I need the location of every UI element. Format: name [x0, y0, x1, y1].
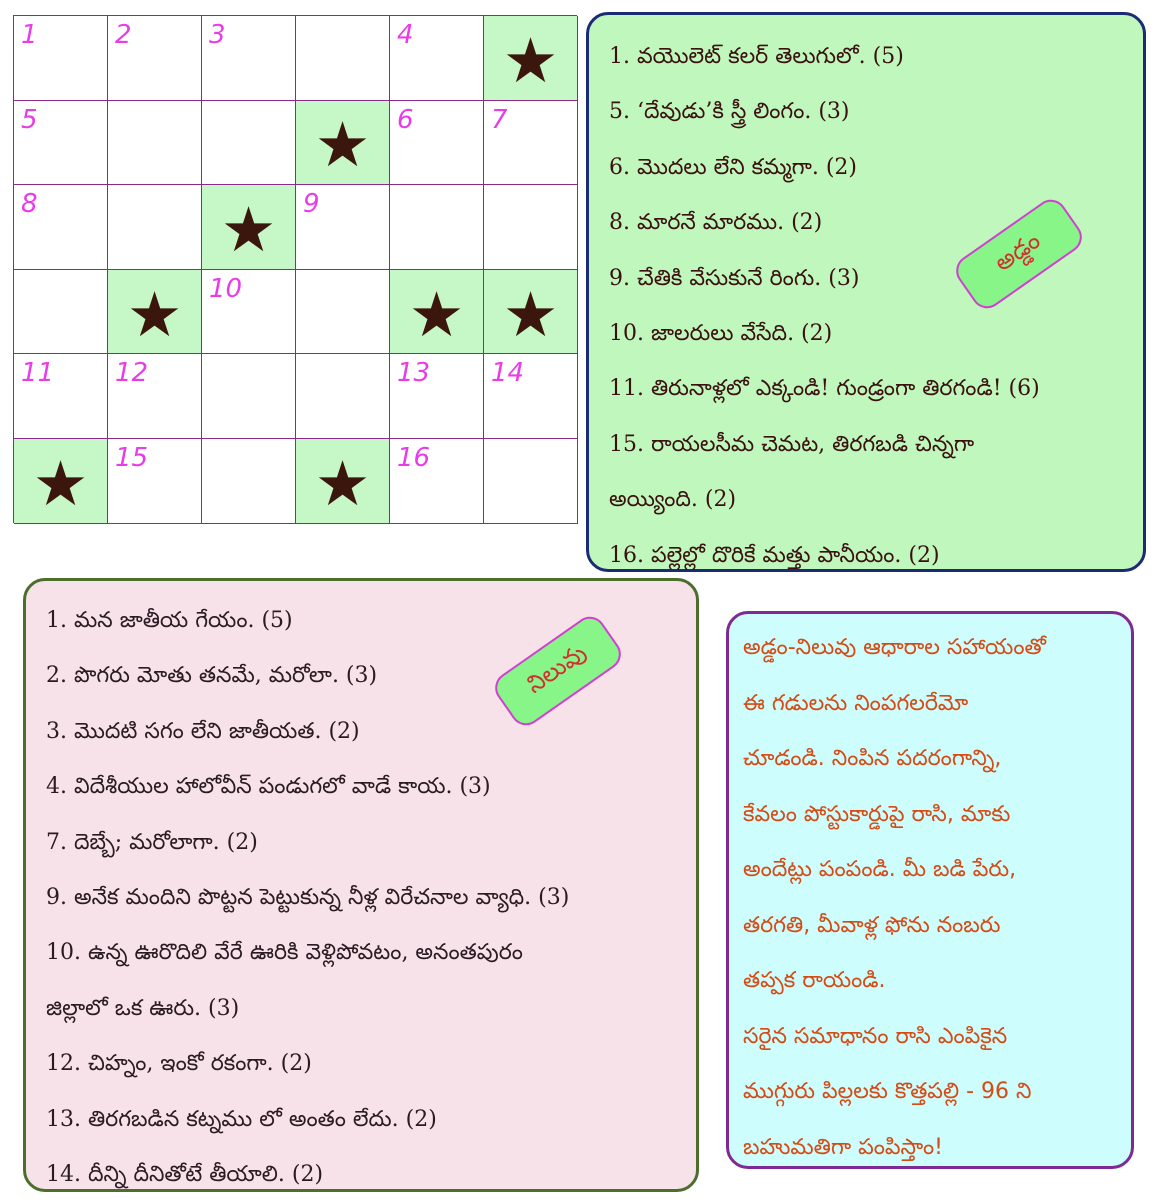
- down-clue: 10. ఉన్న ఊరొదిలి వేరే ఊరికి వెళ్లిపోవటం, అనంతపురం: [46, 940, 523, 966]
- grid-cell-blocked: [202, 185, 296, 270]
- instruction-line: తరగతి, మీవాళ్ల ఫోను నంబరు: [743, 912, 1001, 938]
- cell-number: 15: [115, 442, 149, 473]
- grid-cell-blocked: [484, 16, 578, 101]
- instruction-line: తప్పక రాయండి.: [743, 968, 886, 993]
- cell-number: 1: [21, 20, 38, 50]
- grid-cell[interactable]: [296, 354, 390, 439]
- instruction-line: సరైన సమాధానం రాసి ఎంపికైన: [743, 1023, 1008, 1049]
- cell-number: 2: [115, 20, 132, 50]
- grid-cell[interactable]: [296, 185, 390, 270]
- cell-number: 3: [209, 20, 226, 50]
- cell-number: 6: [397, 104, 414, 135]
- across-clue: 5. ‘దేవుడు’కి స్త్రీ లింగం. (3): [609, 99, 850, 125]
- grid-cell[interactable]: [108, 439, 202, 524]
- grid-cell[interactable]: [14, 354, 108, 439]
- down-clue: జిల్లాలో ఒక ఊరు. (3): [46, 995, 240, 1021]
- star-icon: ★: [408, 277, 465, 351]
- instructions-panel: [726, 611, 1134, 1169]
- cell-number: 12: [115, 358, 149, 389]
- down-clue: 9. అనేక మందిని పొట్టన పెట్టుకున్న నీళ్ల విరేచనాల వ్యాధి. (3): [46, 885, 570, 911]
- grid-cell[interactable]: [108, 16, 202, 101]
- down-clue: 13. తిరగబడిన కట్నము లో అంతం లేదు. (2): [46, 1106, 437, 1132]
- grid-cell-blocked: [108, 270, 202, 355]
- crossword-grid: [13, 15, 577, 523]
- down-tag: నిలువు: [489, 611, 627, 732]
- grid-cell-blocked: [390, 270, 484, 355]
- grid-cell[interactable]: [484, 185, 578, 270]
- cell-number: 7: [491, 104, 508, 135]
- cell-number: 5: [21, 104, 38, 135]
- grid-cell-blocked: [14, 439, 108, 524]
- grid-cell[interactable]: [14, 185, 108, 270]
- cell-number: 13: [397, 358, 431, 389]
- across-clue: 15. రాయలసీమ చెమట, తిరగబడి చిన్నగా: [609, 431, 975, 457]
- star-icon: ★: [126, 277, 183, 351]
- down-clue: 4. విదేశీయుల హాలోవీన్ పండుగలో వాడే కాయ. (3): [46, 774, 491, 800]
- grid-cell[interactable]: [484, 354, 578, 439]
- down-clue: 14. దీన్ని దీనితోటే తీయాలి. (2): [46, 1162, 324, 1188]
- grid-cell[interactable]: [108, 354, 202, 439]
- down-clue: 1. మన జాతీయ గేయం. (5): [46, 608, 293, 633]
- grid-cell[interactable]: [390, 101, 484, 186]
- star-icon: ★: [314, 108, 371, 182]
- cell-number: 14: [491, 358, 525, 389]
- across-clue: 16. పల్లెల్లో దొరికే మత్తు పానీయం. (2): [609, 542, 940, 568]
- grid-cell[interactable]: [108, 101, 202, 186]
- star-icon: ★: [502, 277, 559, 351]
- across-clue: 8. మారనే మారము. (2): [609, 210, 823, 236]
- star-icon: ★: [502, 23, 559, 97]
- grid-cell[interactable]: [202, 439, 296, 524]
- instruction-line: అడ్డం-నిలువు ఆధారాల సహాయంతో: [743, 635, 1046, 660]
- across-tag: అడ్డం: [950, 194, 1088, 315]
- star-icon: ★: [314, 446, 371, 520]
- star-icon: ★: [220, 192, 277, 266]
- across-clue: 10. జాలరులు వేసేది. (2): [609, 321, 833, 347]
- grid-cell[interactable]: [484, 101, 578, 186]
- across-clue: అయ్యింది. (2): [609, 487, 737, 513]
- instruction-line: అందేట్లు పంపండి. మీ బడి పేరు,: [743, 857, 1017, 882]
- cell-number: 8: [21, 189, 38, 220]
- instruction-line: చూడండి. నింపిన పదరంగాన్ని,: [743, 746, 1002, 771]
- grid-cell-blocked: [296, 439, 390, 524]
- grid-cell[interactable]: [296, 270, 390, 355]
- cell-number: 16: [397, 442, 431, 473]
- grid-cell[interactable]: [202, 354, 296, 439]
- grid-cell-blocked: [296, 101, 390, 186]
- cell-number: 4: [397, 20, 414, 50]
- grid-cell[interactable]: [390, 354, 484, 439]
- grid-cell[interactable]: [14, 101, 108, 186]
- instruction-line: బహుమతిగా పంపిస్తాం!: [743, 1134, 943, 1160]
- across-clues-panel: [586, 12, 1146, 572]
- instruction-line: కేవలం పోస్టుకార్డుపై రాసి, మాకు: [743, 801, 1011, 827]
- grid-cell[interactable]: [390, 439, 484, 524]
- grid-cell[interactable]: [390, 16, 484, 101]
- instruction-line: ముగ్గురు పిల్లలకు కొత్తపల్లి - 96 ని: [743, 1079, 1032, 1104]
- grid-cell[interactable]: [14, 16, 108, 101]
- grid-cell[interactable]: [14, 270, 108, 355]
- star-icon: ★: [32, 446, 89, 520]
- across-clue: 9. చేతికి వేసుకునే రింగు. (3): [609, 265, 860, 291]
- cell-number: 10: [209, 273, 243, 304]
- down-clue: 12. చిహ్నం, ఇంకో రకంగా. (2): [46, 1051, 312, 1077]
- grid-cell-blocked: [484, 270, 578, 355]
- down-clue: 7. దెబ్బే; మరోలాగా. (2): [46, 829, 258, 855]
- across-clue: 11. తిరునాళ్లలో ఎక్కండి! గుండ్రంగా తిరగండి! (6): [609, 376, 1040, 402]
- grid-cell[interactable]: [108, 185, 202, 270]
- grid-cell[interactable]: [390, 185, 484, 270]
- down-clue: 2. పొగరు మోతు తనమే, మరోలా. (3): [46, 663, 378, 689]
- grid-cell[interactable]: [202, 101, 296, 186]
- down-clue: 3. మొదటి సగం లేని జాతీయత. (2): [46, 718, 360, 744]
- instruction-line: ఈ గడులను నింపగలరేమో: [743, 690, 969, 716]
- grid-cell[interactable]: [202, 270, 296, 355]
- grid-cell[interactable]: [202, 16, 296, 101]
- grid-cell[interactable]: [484, 439, 578, 524]
- cell-number: 11: [21, 358, 55, 389]
- across-clue: 6. మొదలు లేని కమ్మగా. (2): [609, 154, 857, 180]
- across-clue: 1. వయొలెట్ కలర్ తెలుగులో. (5): [609, 44, 904, 69]
- cell-number: 9: [303, 189, 320, 220]
- grid-cell[interactable]: [296, 16, 390, 101]
